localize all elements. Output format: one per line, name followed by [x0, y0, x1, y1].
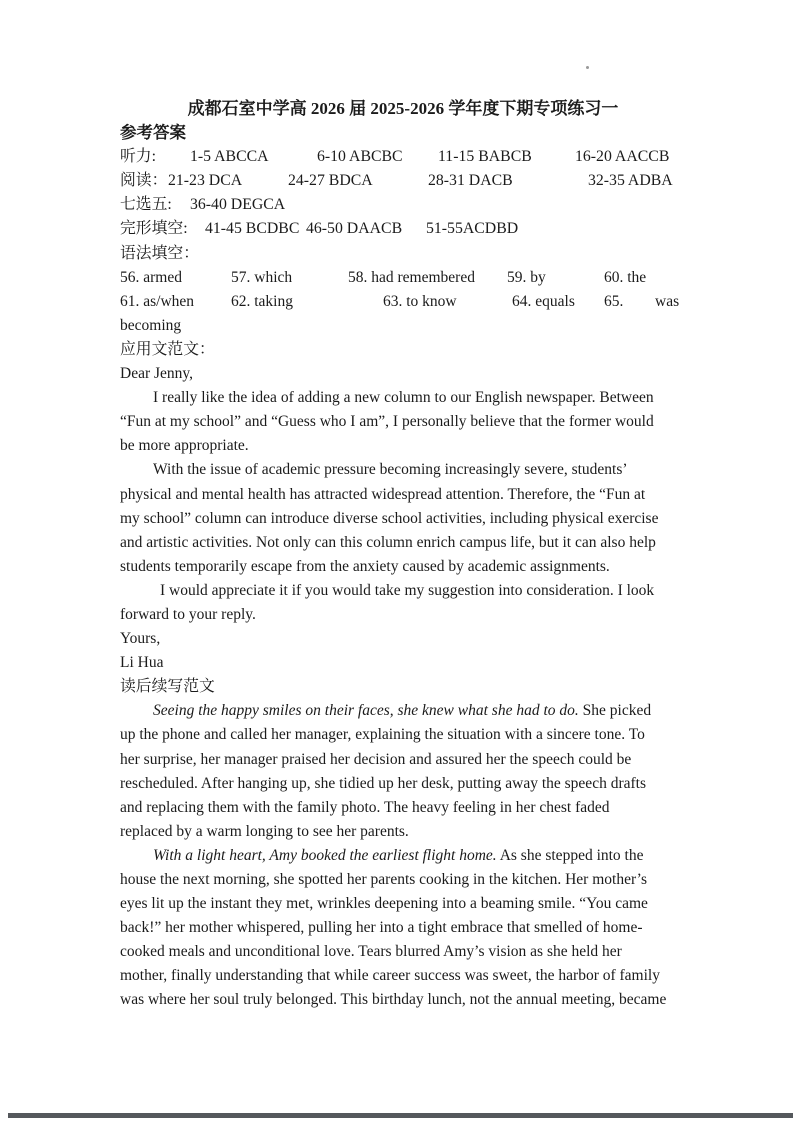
- text-line: With the issue of academic pressure becoming increasingly severe, students’: [153, 461, 628, 479]
- document-content: [120, 97, 686, 1013]
- text-line: eyes lit up the instant they met, wrinkles deepening into a beaming smile. “You came: [120, 895, 648, 913]
- grammar-answer: was: [655, 292, 680, 310]
- reading-label: 阅读：: [120, 172, 168, 190]
- cloze-label: 完形填空:: [120, 220, 188, 238]
- text-line: I really like the idea of adding a new column to our English newspaper. Between: [153, 389, 654, 407]
- cloze-answers-row: [120, 217, 686, 241]
- text-line: mother, finally understanding that while career success was sweet, the harbor of family: [120, 967, 660, 985]
- grammar-answer-continued: becoming: [120, 316, 182, 334]
- answer-group: 32-35 ADBA: [588, 172, 673, 190]
- text-line: her surprise, her manager praised her decision and assured her the speech could be: [120, 750, 632, 768]
- answer-group: 16-20 AACCB: [575, 148, 670, 166]
- letter-closing: Yours,: [120, 630, 161, 648]
- grammar-answers-row-1: [120, 266, 686, 290]
- answer-key-heading: 参考答案: [120, 123, 186, 143]
- text-line: my school” column can introduce diverse school activities, including physical exercise: [120, 509, 659, 527]
- text-line: “Fun at my school” and “Guess who I am”, I personally believe that the former would: [120, 413, 654, 431]
- text-line: and replacing them with the family photo. The heavy feeling in her chest faded: [120, 798, 610, 816]
- text-line: physical and mental health has attracted widespread attention. Therefore, the “Fun at: [120, 485, 646, 503]
- grammar-answer: 60. the: [604, 268, 647, 286]
- lead-sentence-rest: As she stepped into the: [496, 846, 644, 864]
- continuation-para2-lead-line: [120, 844, 686, 868]
- letter-signature: Li Hua: [120, 654, 164, 672]
- stray-mark: [586, 66, 589, 69]
- answer-group: 6-10 ABCBC: [317, 148, 403, 166]
- grammar-answer: 62. taking: [231, 292, 293, 310]
- reading-answers-row: [120, 169, 686, 193]
- text-line: was where her soul truly belonged. This birthday lunch, not the annual meeting, became: [120, 991, 667, 1009]
- continuation-writing-heading: 读后续写范文: [120, 678, 215, 696]
- document-title: 成都石室中学高 2026 届 2025-2026 学年度下期专项练习一: [187, 99, 619, 118]
- text-line: students temporarily escape from the anxiety caused by academic assignments.: [120, 557, 610, 575]
- page-bottom-edge: [8, 1113, 793, 1118]
- grammar-answer: 57. which: [231, 268, 293, 286]
- answer-group: 1-5 ABCCA: [190, 148, 269, 166]
- lead-sentence-italic: Seeing the happy smiles on their faces, she knew what she had to do.: [153, 702, 579, 720]
- continuation-para1-lead-line: [120, 699, 686, 723]
- text-line: cooked meals and unconditional love. Tears blurred Amy’s vision as she held her: [120, 943, 622, 961]
- answer-group: 51-55ACDBD: [426, 220, 519, 238]
- letter-salutation: Dear Jenny,: [120, 365, 194, 383]
- answer-group: 41-45 BCDBC: [205, 220, 300, 238]
- grammar-answer: 59. by: [507, 268, 546, 286]
- listening-answers-row: [120, 145, 686, 169]
- text-line: forward to your reply.: [120, 605, 256, 623]
- grammar-answer: 65.: [604, 292, 624, 310]
- text-line: house the next morning, she spotted her parents cooking in the kitchen. Her mother’s: [120, 871, 648, 888]
- grammar-answer: 56. armed: [120, 268, 182, 286]
- answer-group: 11-15 BABCB: [438, 148, 532, 166]
- lead-sentence-rest: She picked: [578, 702, 652, 720]
- answer-group: 21-23 DCA: [168, 172, 243, 190]
- text-line: replaced by a warm longing to see her parents.: [120, 822, 409, 840]
- grammar-answer: 58. had remembered: [348, 268, 475, 286]
- grammar-answer: 64. equals: [512, 292, 575, 310]
- seven-choose-five-label: 七选五:: [120, 196, 172, 214]
- listening-label: 听力:: [120, 148, 156, 166]
- answer-group: 46-50 DAACB: [306, 220, 403, 238]
- text-line: I would appreciate it if you would take my suggestion into consideration. I look: [160, 581, 655, 599]
- grammar-heading: 语法填空：: [120, 244, 199, 262]
- answer-group: 24-27 BDCA: [288, 172, 373, 190]
- answer-group: 28-31 DACB: [428, 172, 513, 190]
- applied-writing-heading: 应用文范文：: [120, 340, 215, 358]
- grammar-answer: 61. as/when: [120, 292, 195, 310]
- grammar-answer: 63. to know: [383, 292, 457, 310]
- grammar-answers-row-2: [120, 290, 686, 314]
- text-line: be more appropriate.: [120, 437, 249, 455]
- text-line: and artistic activities. Not only can this column enrich campus life, but it can also help: [120, 533, 656, 551]
- text-line: up the phone and called her manager, explaining the situation with a sincere tone. To: [120, 726, 645, 744]
- text-line: back!” her mother whispered, pulling her into a tight embrace that smelled of home-: [120, 919, 643, 937]
- answer-group: 36-40 DEGCA: [190, 196, 286, 214]
- lead-sentence-italic: With a light heart, Amy booked the earliest flight home.: [153, 846, 497, 864]
- text-line: rescheduled. After hanging up, she tidied up her desk, putting away the speech drafts: [120, 774, 646, 792]
- seven-choose-five-row: [120, 193, 686, 217]
